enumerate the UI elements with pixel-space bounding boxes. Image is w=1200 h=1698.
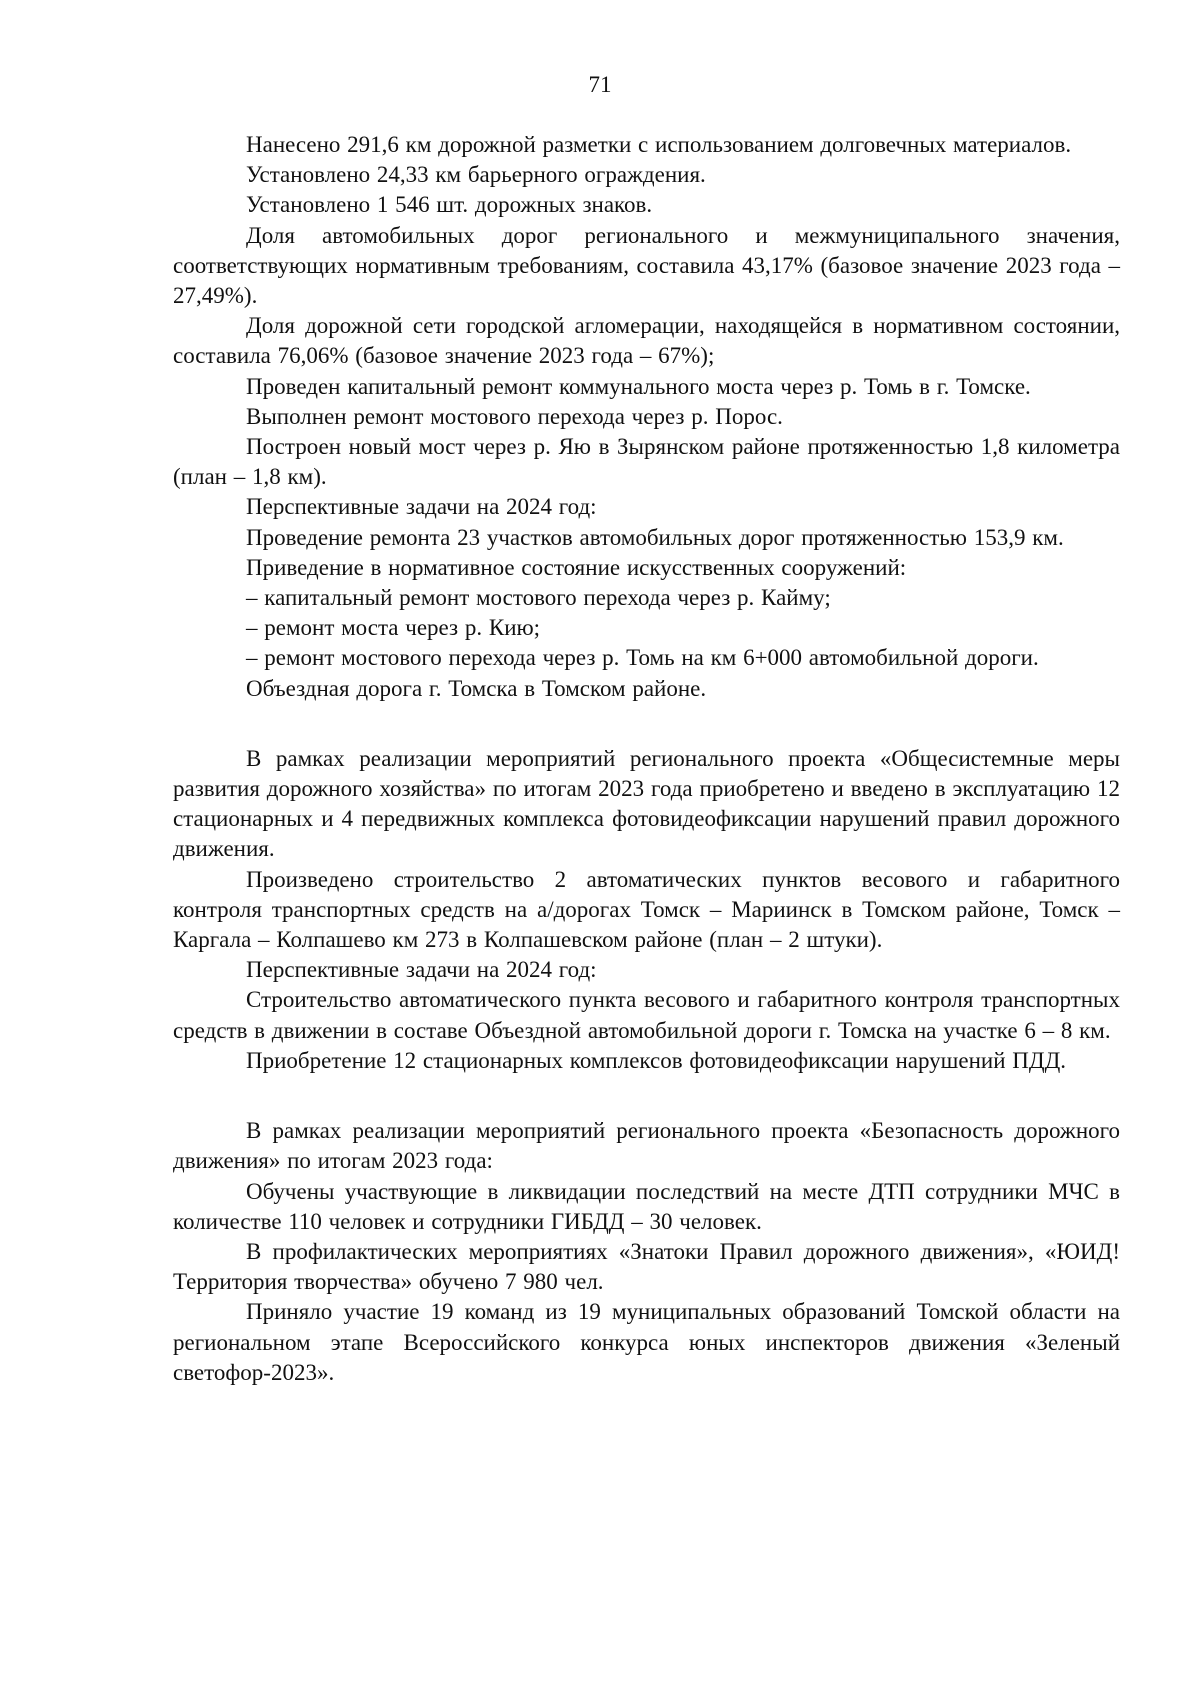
list-item: – ремонт мостового перехода через р. Томь на км 6+000 автомобильной дороги. <box>246 645 1039 671</box>
paragraph: Нанесено 291,6 км дорожной разметки с использованием долговечных материалов. <box>246 132 1072 157</box>
paragraph: Строительство автоматического пункта весового и габаритного контроля транспортных средств в движении в составе Объездной автомобильной дороги г. Томска на участке 6 – 8 км. <box>173 987 1120 1043</box>
paragraph: Приобретение 12 стационарных комплексов фотовидеофиксации нарушений ПДД. <box>246 1047 1067 1073</box>
document-body <box>173 130 1120 1388</box>
paragraph: Выполнен ремонт мостового перехода через р. Порос. <box>246 403 783 429</box>
paragraph: Приняло участие 19 команд из 19 муниципальных образований Томской области на региональном этапе Всероссийского конкурса юных инспекторов движения «Зеленый светофор-2023». <box>173 1299 1120 1385</box>
paragraph: Обучены участвующие в ликвидации последствий на месте ДТП сотрудники МЧС в количестве 110 человек и сотрудники ГИБДД – 30 человек. <box>173 1178 1120 1234</box>
paragraph: Объездная дорога г. Томска в Томском районе. <box>246 675 707 701</box>
paragraph: Проведен капитальный ремонт коммунального моста через р. Томь в г. Томске. <box>246 373 1031 399</box>
section-spacer <box>173 1076 1120 1116</box>
paragraph: Доля автомобильных дорог регионального и межмуниципального значения, соответствующих нормативным требованиям, составила 43,17% (базовое значение 2023 года – 27,49%). <box>173 222 1120 309</box>
paragraph: В рамках реализации мероприятий регионального проекта «Безопасность дорожного движения» по итогам 2023 года: <box>173 1118 1120 1174</box>
paragraph: Установлено 24,33 км барьерного ограждения. <box>246 162 706 188</box>
paragraph: В рамках реализации мероприятий регионального проекта «Общесистемные меры развития дорожного хозяйства» по итогам 2023 года приобретено и введено в эксплуатацию 12 стационарных и 4 передвижных комплекса фотовидеофиксации нарушений правил дорожного движения. <box>173 745 1120 862</box>
list-item: – капитальный ремонт мостового перехода через р. Кайму; <box>246 585 831 611</box>
paragraph: Установлено 1 546 шт. дорожных знаков. <box>246 192 653 218</box>
section-spacer <box>173 704 1120 744</box>
paragraph: Произведено строительство 2 автоматических пунктов весового и габаритного контроля транспортных средств на а/дорогах Томск – Мариинск в Томском районе, Томск – Каргала – Колпашево км 273 в Колпашевском районе (план – 2 штуки). <box>173 866 1120 953</box>
paragraph: Перспективные задачи на 2024 год: <box>246 494 597 520</box>
section-system-measures <box>173 744 1120 1076</box>
paragraph: В профилактических мероприятиях «Знатоки Правил дорожного движения», «ЮИД! Территория творчества» обучено 7 980 чел. <box>173 1238 1120 1295</box>
section-road-safety <box>173 1116 1120 1388</box>
paragraph: Перспективные задачи на 2024 год: <box>246 957 597 983</box>
list-item: – ремонт моста через р. Кию; <box>246 615 541 641</box>
paragraph: Построен новый мост через р. Яю в Зырянском районе протяженностью 1,8 километра (план – 1,8 км). <box>173 434 1120 490</box>
page-number: 71 <box>588 72 612 97</box>
paragraph: Проведение ремонта 23 участков автомобильных дорог протяженностью 153,9 км. <box>246 524 1064 550</box>
paragraph: Доля дорожной сети городской агломерации, находящейся в нормативном состоянии, составила 76,06% (базовое значение 2023 года – 67%); <box>173 313 1120 369</box>
paragraph: Приведение в нормативное состояние искусственных сооружений: <box>246 554 907 580</box>
section-road-works <box>173 130 1120 704</box>
